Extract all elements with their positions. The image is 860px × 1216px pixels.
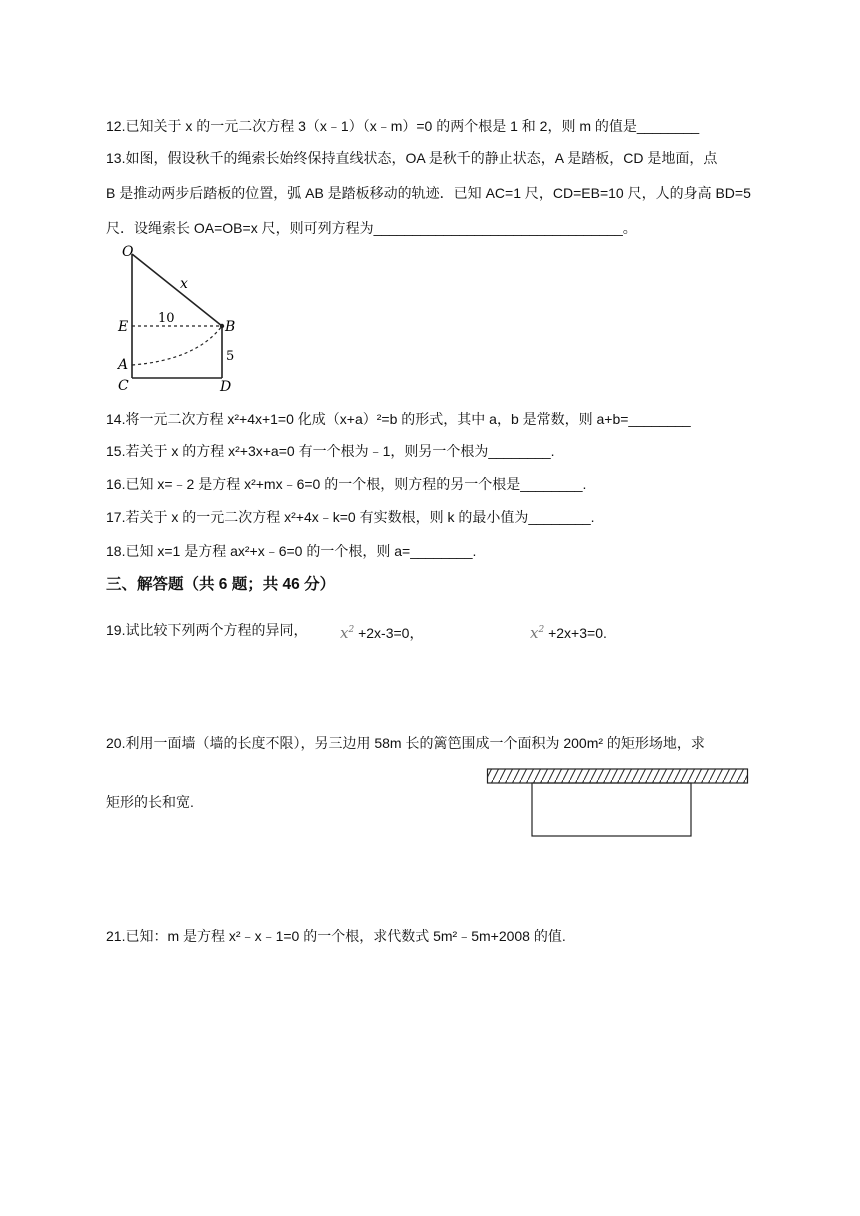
label-D: D xyxy=(220,379,232,395)
question-16: 16.已知 x=﹣2 是方程 x²+mx﹣6=0 的一个根，则方程的另一个根是________. xyxy=(106,476,587,492)
eq2-exponent: 2 xyxy=(538,625,545,635)
eq2-variable: x xyxy=(530,624,539,642)
label-5: 5 xyxy=(226,349,235,364)
question-20-line-2: 矩形的长和宽. xyxy=(106,794,194,810)
question-13-line-2: B 是推动两步后踏板的位置，弧 AB 是踏板移动的轨迹．已知 AC=1 尺，CD=EB=10 尺，人的身高 BD=5 xyxy=(106,185,751,201)
eq1-variable: x xyxy=(340,624,349,642)
question-13-line-1: 13.如图，假设秋千的绳索长始终保持直线状态，OA 是秋千的静止状态，A 是踏板，CD 是地面，点 xyxy=(106,150,718,166)
question-21: 21.已知：m 是方程 x²﹣x﹣1=0 的一个根，求代数式 5m²﹣5m+2008 的值. xyxy=(106,928,566,944)
label-B: B xyxy=(225,319,236,335)
eq1-rest: +2x-3=0， xyxy=(354,625,424,641)
question-14: 14.将一元二次方程 x²+4x+1=0 化成（x+a）²=b 的形式，其中 a，b 是常数，则 a+b=________ xyxy=(106,411,691,427)
arc-AB xyxy=(132,326,222,365)
eq1-exponent: 2 xyxy=(348,625,355,635)
swing-diagram xyxy=(108,238,248,396)
wall-hatched xyxy=(488,769,748,783)
label-10: 10 xyxy=(158,311,175,326)
eq2-rest: +2x+3=0. xyxy=(544,625,607,641)
rope-OB-line xyxy=(132,254,222,326)
point-B-dot xyxy=(220,324,224,328)
question-17: 17.若关于 x 的一元二次方程 x²+4x﹣k=0 有实数根，则 k 的最小值为________. xyxy=(106,509,595,525)
question-19-equation-2 xyxy=(530,620,607,643)
question-13-line-3: 尺．设绳索长 OA=OB=x 尺，则可列方程为________________________________。 xyxy=(106,220,637,236)
question-12: 12.已知关于 x 的一元二次方程 3（x﹣1）（x﹣m）=0 的两个根是 1 和 2，则 m 的值是________ xyxy=(106,118,700,134)
label-A: A xyxy=(118,357,129,373)
label-E: E xyxy=(118,319,129,335)
question-15: 15.若关于 x 的方程 x²+3x+a=0 有一个根为﹣1，则另一个根为________. xyxy=(106,443,555,459)
label-x: x xyxy=(180,276,188,292)
fence-rectangle xyxy=(532,783,691,836)
question-18: 18.已知 x=1 是方程 ax²+x﹣6=0 的一个根，则 a=________. xyxy=(106,543,477,559)
label-C: C xyxy=(118,378,129,394)
label-O: O xyxy=(122,244,134,260)
question-19-equation-1 xyxy=(340,620,423,643)
question-19-prefix: 19.试比较下列两个方程的异同， xyxy=(106,622,308,638)
section-3-heading: 三、解答题（共 6 题；共 46 分） xyxy=(106,576,336,593)
question-20-line-1: 20.利用一面墙（墙的长度不限），另三边用 58m 长的篱笆围成一个面积为 200m² 的矩形场地，求 xyxy=(106,735,705,751)
wall-rectangle-diagram xyxy=(486,766,750,840)
